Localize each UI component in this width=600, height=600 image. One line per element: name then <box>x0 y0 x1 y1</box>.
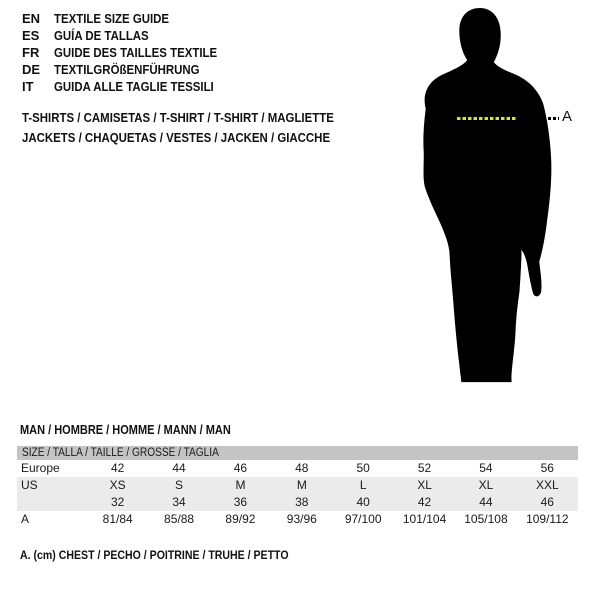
category-jackets: JACKETS / CHAQUETAS / VESTES / JACKEN / GIACCHE <box>22 130 331 145</box>
cell: 32 <box>111 495 125 509</box>
language-list <box>22 10 239 95</box>
category-tshirts: T-SHIRTS / CAMISETAS / T-SHIRT / T-SHIRT / MAGLIETTE <box>22 110 334 125</box>
cell: 34 <box>172 495 186 509</box>
cell: 101/104 <box>402 512 447 526</box>
size-table <box>17 446 578 528</box>
language-code: EN <box>22 11 41 26</box>
measure-label-a: A <box>562 108 573 125</box>
language-row <box>22 61 239 78</box>
cell: 89/92 <box>225 512 256 526</box>
cell: 40 <box>356 495 370 509</box>
language-row <box>22 27 239 44</box>
language-code: FR <box>22 45 40 60</box>
cell: 48 <box>295 461 309 475</box>
cell: L <box>359 478 367 492</box>
figure-wrap <box>395 5 573 390</box>
measure-leader-dashes <box>543 117 559 120</box>
cell: XL <box>478 478 494 492</box>
language-label: GUÍA DE TALLAS <box>54 28 149 43</box>
footnote <box>20 548 325 562</box>
cell: 46 <box>233 461 248 475</box>
cell: XL <box>417 478 432 492</box>
language-row <box>22 78 239 95</box>
row-label <box>17 494 87 511</box>
garment-categories <box>22 108 376 148</box>
size-table-header <box>17 446 578 460</box>
language-row <box>22 10 239 27</box>
cell: 38 <box>295 495 309 509</box>
row-label: Europe <box>21 461 60 475</box>
row-label: A <box>21 512 30 526</box>
section-title-text: MAN / HOMBRE / HOMME / MANN / MAN <box>20 423 231 437</box>
cell: 105/108 <box>464 512 508 526</box>
cell: XS <box>109 478 126 492</box>
table-row-chest <box>17 511 578 528</box>
chest-measure-dashes <box>457 117 517 120</box>
language-row <box>22 44 239 61</box>
language-code: DE <box>22 62 41 77</box>
language-code: ES <box>22 28 40 43</box>
cell: 54 <box>479 461 493 475</box>
language-code: IT <box>22 79 34 94</box>
cell: 50 <box>356 461 370 475</box>
language-label: TEXTILGRÖßENFÜHRUNG <box>54 62 200 77</box>
cell: 109/112 <box>526 512 569 526</box>
cell: 97/100 <box>344 512 382 526</box>
cell: 52 <box>417 461 432 475</box>
footnote-text: A. (cm) CHEST / PECHO / POITRINE / TRUHE / PETTO <box>20 548 289 562</box>
size-table-header-text: SIZE / TALLA / TAILLE / GRÖSSE / TAGLIA <box>22 447 219 459</box>
table-row-us-numeric <box>17 494 578 511</box>
cell: 44 <box>172 461 186 475</box>
cell: 85/88 <box>164 512 195 526</box>
language-label: GUIDA ALLE TAGLIE TESSILI <box>54 79 214 94</box>
cell: 42 <box>111 461 125 475</box>
cell: M <box>235 478 246 492</box>
cell: M <box>296 478 307 492</box>
cell: 44 <box>479 495 493 509</box>
cell: 56 <box>540 461 554 475</box>
cell: 42 <box>417 495 432 509</box>
cell: 93/96 <box>286 512 317 526</box>
cell: 81/84 <box>102 512 133 526</box>
row-label: US <box>21 478 38 492</box>
table-row-us <box>17 477 578 494</box>
language-label: GUIDE DES TAILLES TEXTILE <box>54 45 218 60</box>
section-title <box>20 423 260 437</box>
man-silhouette <box>395 5 573 390</box>
cell: 36 <box>233 495 248 509</box>
cell: S <box>175 478 184 492</box>
language-label: TEXTILE SIZE GUIDE <box>54 11 170 26</box>
table-row-europe <box>17 460 578 477</box>
cell: XXL <box>535 478 559 492</box>
cell: 46 <box>540 495 554 509</box>
